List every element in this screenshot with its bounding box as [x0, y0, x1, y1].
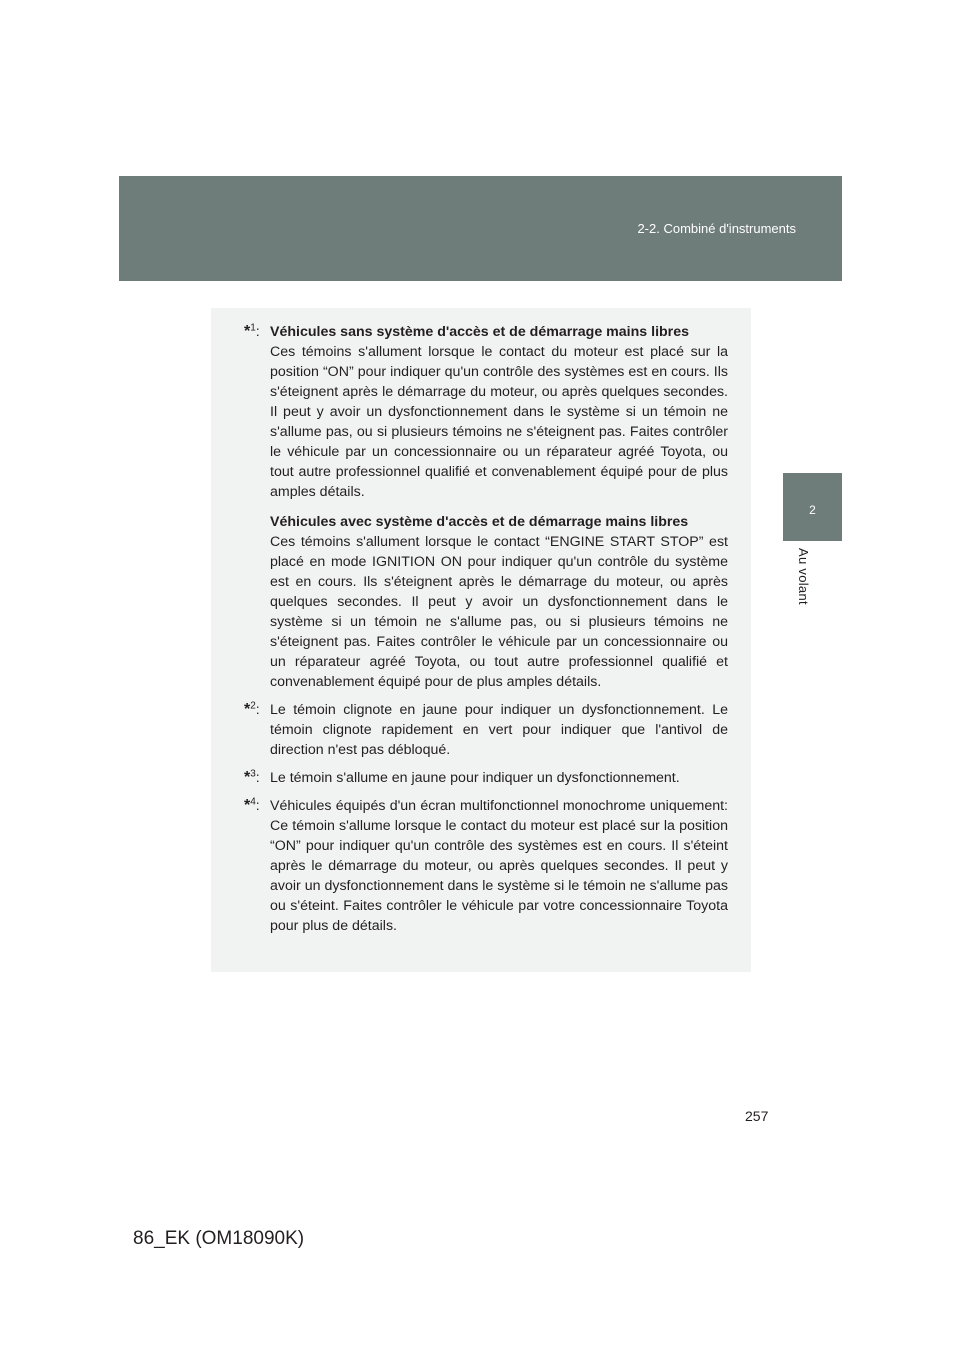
chapter-number: 2: [809, 503, 816, 517]
note-1-section-1: [270, 322, 728, 502]
asterisk-icon: *: [244, 769, 251, 786]
chapter-label: Au volant: [796, 548, 811, 605]
note-1-section-1-text: Ces témoins s'allument lorsque le contact du moteur est placé sur la position “ON” pour indiquer qu'un contrôle des systèmes est en cours. Ils s'éteignent après le démarrage du moteur, ou après quelques secondes. Il peut y avoir un dysfonctionnement dans le système si un témoin ne s'allume pas, ou si plusieurs témoins ne s'éteignent pas. Faites contrôler le véhicule par un concessionnaire ou un réparateur agréé Toyota, ou tout autre professionnel qualifié et convenablement équipé pour de plus amples détails.: [270, 344, 728, 500]
note-4-marker: *$^4$:: [244, 796, 260, 814]
asterisk-icon: *: [244, 323, 251, 340]
note-2-marker: *$^2$:: [244, 700, 260, 718]
note-1-section-2-text: Ces témoins s'allument lorsque le contact “ENGINE START STOP” est placé en mode IGNITION ON pour indiquer qu'un contrôle du système est en cours. Ils s'éteignent après le démarrage du moteur, ou après quelques secondes. Il peut y avoir un dysfonctionnement dans le système si un témoin ne s'allume pas, ou si plusieurs témoins ne s'éteignent pas. Faites contrôler le véhicule par un concessionnaire ou un réparateur agréé Toyota, ou tout autre professionnel qualifié et convenablement équipé pour de plus amples détails.: [270, 534, 728, 690]
note-1-section-2-heading: Véhicules avec système d'accès et de démarrage mains libres: [270, 514, 689, 530]
page-number: 257: [745, 1108, 769, 1124]
asterisk-icon: *: [244, 797, 251, 814]
document-code: 86_EK (OM18090K): [133, 1228, 305, 1249]
notes-box: [211, 308, 751, 972]
note-1-marker: *$^1$:: [244, 322, 260, 340]
note-3-text: Le témoin s'allume en jaune pour indiquer un dysfonctionnement.: [270, 770, 680, 786]
note-3-marker: *$^3$:: [244, 768, 260, 786]
asterisk-icon: *: [244, 701, 251, 718]
note-1-section-1-heading: Véhicules sans système d'accès et de démarrage mains libres: [270, 324, 689, 340]
chapter-header-band: [119, 176, 842, 281]
note-1: [244, 322, 728, 692]
note-3: [244, 768, 728, 788]
note-4: [244, 796, 728, 936]
note-4-text: Véhicules équipés d'un écran multifonctionnel monochrome uniquement: Ce témoin s'allume lorsque le contact du moteur est placé sur la position “ON” pour indiquer qu'un contrôle des systèmes est en cours. Il s'éteint après le démarrage du moteur, ou après quelques secondes. Il peut y avoir un dysfonctionnement dans le système si le témoin ne s'allume pas ou s'éteint. Faites contrôler le véhicule par votre concessionnaire Toyota pour plus de détails.: [270, 798, 728, 934]
note-2-text: Le témoin clignote en jaune pour indiquer un dysfonctionnement. Le témoin clignote rapidement en vert pour indiquer que l'antivol de direction n'est pas débloqué.: [270, 702, 728, 758]
section-title: 2-2. Combiné d'instruments: [637, 221, 796, 236]
chapter-tab: [783, 473, 842, 541]
note-1-section-2: [270, 512, 728, 692]
note-2: [244, 700, 728, 760]
